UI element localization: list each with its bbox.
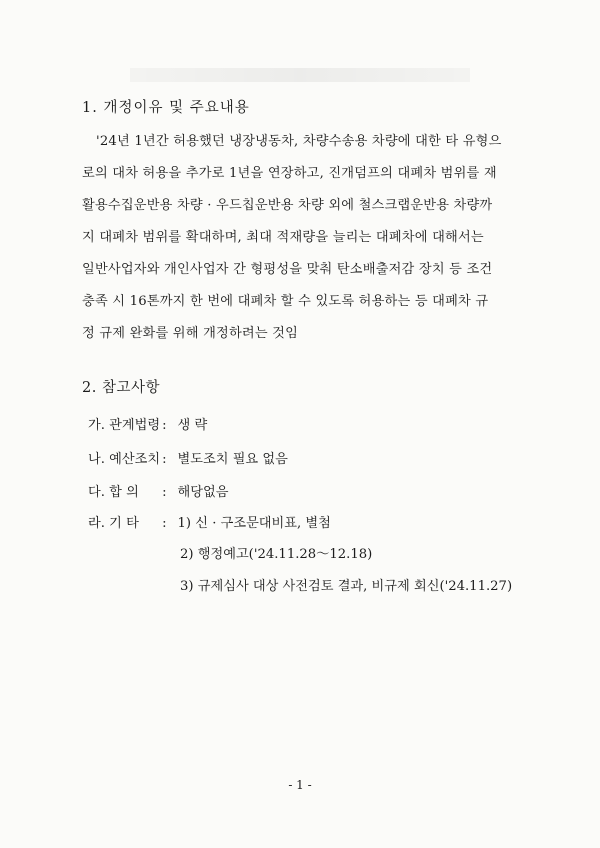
reference-item-budget [88,448,288,467]
reason-paragraph [82,126,550,350]
item-marker: 가. [88,418,105,433]
item-marker: 나. [88,452,105,467]
paragraph-line: 지 대폐차 범위를 확대하며, 최대 적재량을 늘리는 대폐차에 대해서는 [82,230,484,245]
item-label: 관계법령 [109,418,161,433]
item-colon: : [162,452,167,467]
paragraph-line: 일반사업자와 개인사업자 간 형평성을 맞춰 탄소배출저감 장치 등 조건 [82,262,493,277]
item-label: 기 타 [109,516,139,531]
paragraph-line: 로의 대차 허용을 추가로 1년을 연장하고, 진개덤프의 대폐차 범위를 재 [82,166,497,181]
others-sub-item-notice: 2) 행정예고('24.11.28～12.18) [180,547,373,562]
paragraph-line: 충족 시 16톤까지 한 번에 대폐차 할 수 있도록 허용하는 등 대폐차 규 [82,294,489,309]
item-colon: : [162,418,167,433]
item-label: 합 의 [109,485,139,500]
scan-bleed-through [130,68,470,82]
item-marker: 다. [88,485,105,500]
reference-item-others [88,512,331,531]
item-value: 생 략 [177,418,208,433]
section-heading-reason: 1. 개정이유 및 주요내용 [82,100,250,116]
reference-item-consultation [88,481,229,500]
paragraph-line: '24년 1년간 허용했던 냉장냉동차, 차량수송용 차량에 대한 타 유형으 [96,134,502,149]
item-colon: : [162,485,167,500]
others-sub-item-review: 3) 규제심사 대상 사전검토 결과, 비규제 회신('24.11.27) [180,579,513,594]
item-value: 1) 신 · 구조문대비표, 별첨 [177,516,331,531]
reference-item-related-law [88,414,207,433]
section-heading-reference: 2. 참고사항 [82,380,160,396]
item-value: 해당없음 [177,485,229,500]
item-value: 별도조치 필요 없음 [177,452,288,467]
paragraph-line: 활용수집운반용 차량 · 우드칩운반용 차량 외에 철스크랩운반용 차량까 [82,198,493,213]
item-colon: : [162,516,167,531]
item-marker: 라. [88,516,105,531]
item-label: 예산조치 [109,452,161,467]
paragraph-line: 정 규제 완화를 위해 개정하려는 것임 [82,326,299,341]
page-number: - 1 - [288,778,312,792]
